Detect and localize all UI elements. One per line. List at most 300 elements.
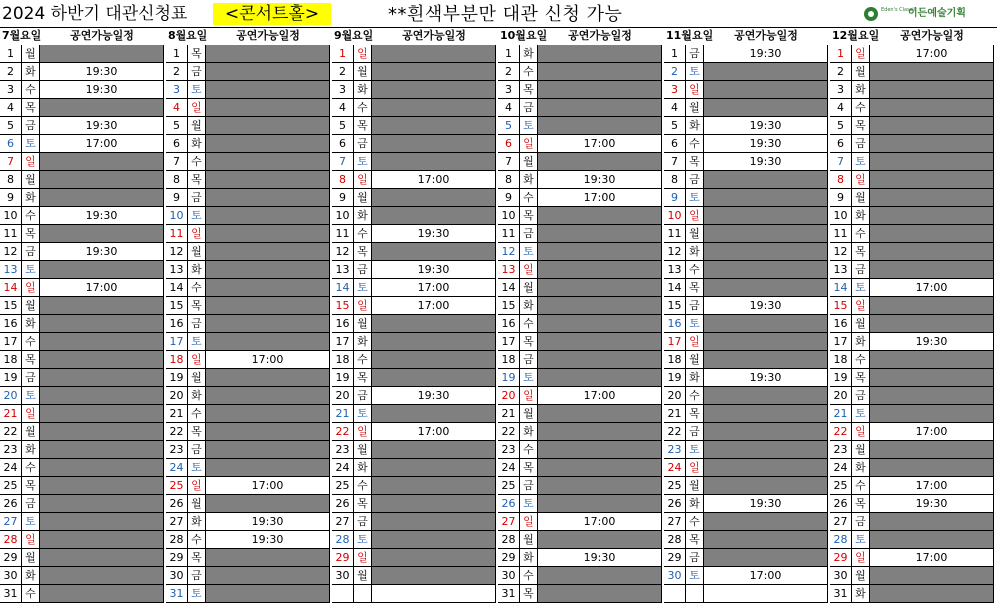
unavailable-slot	[538, 99, 662, 117]
available-slot[interactable]: 17:00	[206, 351, 330, 369]
weekday: 월	[188, 243, 206, 261]
available-slot[interactable]: 17:00	[538, 387, 662, 405]
day-number: 16	[166, 315, 188, 333]
weekday: 수	[520, 567, 538, 585]
day-number: 14	[664, 279, 686, 297]
day-number: 10	[166, 207, 188, 225]
weekday: 토	[852, 279, 870, 297]
unavailable-slot	[372, 153, 496, 171]
unavailable-slot	[372, 477, 496, 495]
unavailable-slot	[704, 207, 828, 225]
day-number: 15	[664, 297, 686, 315]
weekday: 수	[686, 261, 704, 279]
unavailable-slot	[206, 585, 330, 603]
weekday: 목	[188, 423, 206, 441]
day-number: 6	[0, 135, 22, 153]
weekday: 월	[852, 315, 870, 333]
unavailable-slot	[870, 117, 994, 135]
weekday: 화	[686, 117, 704, 135]
available-slot[interactable]: 19:30	[870, 495, 994, 513]
day-number: 14	[498, 279, 520, 297]
unavailable-slot	[704, 261, 828, 279]
unavailable-slot	[704, 351, 828, 369]
day-number: 16	[830, 315, 852, 333]
weekday: 금	[686, 45, 704, 63]
notice-text: **흰색부분만 대관 신청 가능	[388, 4, 623, 25]
available-slot[interactable]: 19:30	[372, 261, 496, 279]
unavailable-slot	[538, 459, 662, 477]
unavailable-slot	[704, 99, 828, 117]
unavailable-slot	[538, 153, 662, 171]
weekday: 목	[686, 153, 704, 171]
weekday: 수	[686, 135, 704, 153]
day-number: 17	[332, 333, 354, 351]
unavailable-slot	[40, 549, 164, 567]
weekday: 금	[852, 513, 870, 531]
day-number: 29	[830, 549, 852, 567]
weekday: 수	[354, 225, 372, 243]
day-number: 7	[332, 153, 354, 171]
weekday: 목	[188, 297, 206, 315]
weekday: 금	[354, 261, 372, 279]
weekday: 일	[22, 153, 40, 171]
weekday: 일	[354, 45, 372, 63]
unavailable-slot	[538, 297, 662, 315]
day-number: 9	[166, 189, 188, 207]
day-number: 30	[0, 567, 22, 585]
unavailable-slot	[40, 189, 164, 207]
unavailable-slot	[206, 171, 330, 189]
available-slot[interactable]: 17:00	[372, 279, 496, 297]
slot-header: 공연가능일정	[236, 29, 300, 42]
unavailable-slot	[704, 459, 828, 477]
available-slot[interactable]: 19:30	[40, 117, 164, 135]
unavailable-slot	[704, 333, 828, 351]
day-number: 13	[166, 261, 188, 279]
day-number: 25	[830, 477, 852, 495]
available-slot[interactable]: 19:30	[40, 63, 164, 81]
month-header: 10월	[500, 29, 526, 42]
unavailable-slot	[40, 45, 164, 63]
day-number: 18	[0, 351, 22, 369]
unavailable-slot	[206, 243, 330, 261]
weekday: 토	[686, 567, 704, 585]
day-number: 6	[830, 135, 852, 153]
day-number: 1	[332, 45, 354, 63]
day-number: 13	[498, 261, 520, 279]
day-number: 1	[166, 45, 188, 63]
available-slot[interactable]: 17:00	[870, 477, 994, 495]
weekday: 일	[686, 459, 704, 477]
available-slot[interactable]: 19:30	[40, 243, 164, 261]
weekday: 일	[852, 549, 870, 567]
available-slot[interactable]: 19:30	[704, 369, 828, 387]
day-number: 28	[830, 531, 852, 549]
day-number: 25	[166, 477, 188, 495]
available-slot[interactable]: 17:00	[870, 423, 994, 441]
weekday: 일	[188, 351, 206, 369]
day-number: 21	[0, 405, 22, 423]
available-slot[interactable]: 17:00	[206, 477, 330, 495]
unavailable-slot	[372, 189, 496, 207]
unavailable-slot	[372, 369, 496, 387]
weekday: 수	[22, 207, 40, 225]
weekday: 수	[188, 279, 206, 297]
day-number: 6	[498, 135, 520, 153]
weekday: 월	[188, 495, 206, 513]
day-number: 21	[498, 405, 520, 423]
day-number: 21	[166, 405, 188, 423]
weekday: 월	[520, 153, 538, 171]
day-number: 24	[166, 459, 188, 477]
day-number: 29	[332, 549, 354, 567]
unavailable-slot	[870, 63, 994, 81]
day-number: 1	[664, 45, 686, 63]
unavailable-slot	[40, 99, 164, 117]
unavailable-slot	[40, 459, 164, 477]
weekday: 수	[852, 99, 870, 117]
day-number: 27	[498, 513, 520, 531]
unavailable-slot	[538, 351, 662, 369]
weekday: 목	[520, 333, 538, 351]
available-slot[interactable]: 17:00	[870, 549, 994, 567]
unavailable-slot	[206, 225, 330, 243]
day-number: 11	[0, 225, 22, 243]
unavailable-slot	[538, 441, 662, 459]
day-number: 26	[830, 495, 852, 513]
weekday: 화	[520, 45, 538, 63]
available-slot[interactable]: 19:30	[704, 45, 828, 63]
day-number: 2	[830, 63, 852, 81]
weekday: 금	[852, 387, 870, 405]
weekday: 토	[22, 513, 40, 531]
available-slot[interactable]: 17:00	[870, 45, 994, 63]
day-number: 17	[664, 333, 686, 351]
unavailable-slot	[870, 315, 994, 333]
unavailable-slot	[40, 387, 164, 405]
available-slot[interactable]: 17:00	[372, 297, 496, 315]
day-number: 20	[664, 387, 686, 405]
day-number: 22	[830, 423, 852, 441]
available-slot[interactable]	[372, 585, 496, 603]
unavailable-slot	[206, 387, 330, 405]
unavailable-slot	[372, 207, 496, 225]
unavailable-slot	[704, 63, 828, 81]
available-slot[interactable]: 19:30	[704, 153, 828, 171]
weekday: 월	[520, 279, 538, 297]
day-number: 18	[498, 351, 520, 369]
weekday: 토	[686, 441, 704, 459]
day-number: 7	[166, 153, 188, 171]
day-number: 9	[498, 189, 520, 207]
weekday: 일	[686, 333, 704, 351]
day-number: 6	[664, 135, 686, 153]
weekday: 목	[22, 225, 40, 243]
unavailable-slot	[206, 189, 330, 207]
day-number: 6	[332, 135, 354, 153]
weekday: 수	[22, 333, 40, 351]
dow-header: 요일	[20, 29, 42, 42]
day-number: 23	[166, 441, 188, 459]
day-number: 11	[664, 225, 686, 243]
weekday: 월	[686, 99, 704, 117]
weekday	[354, 585, 372, 603]
weekday: 화	[852, 585, 870, 603]
weekday: 화	[354, 207, 372, 225]
available-slot[interactable]: 19:30	[538, 171, 662, 189]
weekday: 화	[188, 261, 206, 279]
available-slot[interactable]: 17:00	[40, 279, 164, 297]
weekday: 목	[188, 171, 206, 189]
unavailable-slot	[40, 441, 164, 459]
weekday: 토	[188, 333, 206, 351]
available-slot[interactable]: 17:00	[372, 171, 496, 189]
available-slot[interactable]: 17:00	[538, 513, 662, 531]
available-slot[interactable]: 19:30	[206, 513, 330, 531]
weekday: 화	[686, 369, 704, 387]
day-number: 17	[166, 333, 188, 351]
unavailable-slot	[538, 243, 662, 261]
unavailable-slot	[704, 81, 828, 99]
weekday: 금	[852, 261, 870, 279]
day-number: 30	[498, 567, 520, 585]
weekday: 화	[686, 495, 704, 513]
available-slot[interactable]: 17:00	[704, 567, 828, 585]
day-number: 2	[166, 63, 188, 81]
weekday: 목	[354, 369, 372, 387]
weekday: 금	[188, 441, 206, 459]
available-slot[interactable]: 17:00	[538, 189, 662, 207]
unavailable-slot	[206, 81, 330, 99]
unavailable-slot	[870, 243, 994, 261]
day-number: 10	[498, 207, 520, 225]
available-slot[interactable]: 19:30	[704, 297, 828, 315]
weekday: 목	[22, 99, 40, 117]
available-slot[interactable]: 19:30	[206, 531, 330, 549]
day-number: 30	[664, 567, 686, 585]
weekday: 수	[22, 459, 40, 477]
day-number: 12	[830, 243, 852, 261]
day-number: 11	[332, 225, 354, 243]
day-number: 10	[0, 207, 22, 225]
unavailable-slot	[40, 369, 164, 387]
day-number: 20	[498, 387, 520, 405]
weekday: 화	[520, 423, 538, 441]
weekday: 수	[22, 81, 40, 99]
weekday: 일	[22, 531, 40, 549]
unavailable-slot	[870, 153, 994, 171]
weekday: 수	[354, 477, 372, 495]
day-number: 15	[332, 297, 354, 315]
day-number: 15	[166, 297, 188, 315]
weekday: 토	[354, 153, 372, 171]
weekday: 일	[354, 549, 372, 567]
unavailable-slot	[206, 333, 330, 351]
weekday: 금	[354, 513, 372, 531]
day-number: 5	[498, 117, 520, 135]
weekday: 토	[188, 207, 206, 225]
day-number: 20	[166, 387, 188, 405]
day-number: 19	[332, 369, 354, 387]
unavailable-slot	[372, 117, 496, 135]
day-number: 25	[664, 477, 686, 495]
unavailable-slot	[870, 405, 994, 423]
available-slot[interactable]: 17:00	[372, 423, 496, 441]
day-number: 5	[332, 117, 354, 135]
unavailable-slot	[40, 315, 164, 333]
weekday: 일	[354, 423, 372, 441]
weekday: 일	[354, 171, 372, 189]
weekday: 화	[188, 513, 206, 531]
unavailable-slot	[704, 549, 828, 567]
weekday: 토	[354, 405, 372, 423]
unavailable-slot	[870, 387, 994, 405]
unavailable-slot	[870, 513, 994, 531]
day-number: 13	[664, 261, 686, 279]
weekday: 금	[520, 477, 538, 495]
weekday: 목	[520, 207, 538, 225]
available-slot[interactable]: 17:00	[870, 279, 994, 297]
weekday: 일	[852, 45, 870, 63]
weekday: 금	[686, 423, 704, 441]
day-number: 16	[332, 315, 354, 333]
day-number: 28	[166, 531, 188, 549]
unavailable-slot	[40, 261, 164, 279]
day-number: 22	[0, 423, 22, 441]
day-number: 23	[498, 441, 520, 459]
day-number: 26	[166, 495, 188, 513]
day-number: 14	[830, 279, 852, 297]
available-slot[interactable]: 17:00	[40, 135, 164, 153]
weekday: 금	[520, 99, 538, 117]
day-number: 3	[830, 81, 852, 99]
day-number: 12	[332, 243, 354, 261]
day-number: 9	[332, 189, 354, 207]
day-number: 26	[664, 495, 686, 513]
weekday: 수	[520, 315, 538, 333]
day-number: 18	[166, 351, 188, 369]
unavailable-slot	[206, 261, 330, 279]
weekday: 금	[22, 243, 40, 261]
unavailable-slot	[538, 333, 662, 351]
day-number: 15	[830, 297, 852, 315]
day-number: 21	[830, 405, 852, 423]
weekday: 수	[188, 405, 206, 423]
available-slot[interactable]: 19:30	[704, 135, 828, 153]
available-slot[interactable]: 19:30	[704, 495, 828, 513]
unavailable-slot	[372, 441, 496, 459]
day-number: 25	[498, 477, 520, 495]
weekday: 일	[852, 297, 870, 315]
day-number: 16	[498, 315, 520, 333]
unavailable-slot	[206, 405, 330, 423]
weekday: 화	[852, 81, 870, 99]
day-number: 4	[166, 99, 188, 117]
unavailable-slot	[704, 315, 828, 333]
day-number: 26	[332, 495, 354, 513]
available-slot[interactable]: 19:30	[870, 333, 994, 351]
weekday: 토	[686, 189, 704, 207]
available-slot[interactable]: 19:30	[372, 387, 496, 405]
weekday: 화	[188, 387, 206, 405]
weekday: 화	[852, 459, 870, 477]
weekday: 화	[520, 297, 538, 315]
day-number: 17	[830, 333, 852, 351]
unavailable-slot	[40, 531, 164, 549]
weekday: 월	[686, 351, 704, 369]
unavailable-slot	[870, 567, 994, 585]
weekday: 일	[686, 207, 704, 225]
weekday: 화	[520, 171, 538, 189]
available-slot[interactable]: 19:30	[538, 549, 662, 567]
unavailable-slot	[538, 531, 662, 549]
day-number: 26	[0, 495, 22, 513]
unavailable-slot	[538, 567, 662, 585]
day-number: 28	[498, 531, 520, 549]
unavailable-slot	[372, 531, 496, 549]
day-number: 21	[332, 405, 354, 423]
available-slot[interactable]: 19:30	[40, 207, 164, 225]
day-number: 10	[332, 207, 354, 225]
unavailable-slot	[870, 459, 994, 477]
day-number: 28	[0, 531, 22, 549]
weekday: 월	[22, 297, 40, 315]
day-number: 23	[664, 441, 686, 459]
unavailable-slot	[870, 585, 994, 603]
unavailable-slot	[40, 585, 164, 603]
weekday: 목	[520, 81, 538, 99]
unavailable-slot	[372, 135, 496, 153]
unavailable-slot	[372, 243, 496, 261]
unavailable-slot	[372, 315, 496, 333]
day-number: 27	[0, 513, 22, 531]
weekday: 일	[354, 297, 372, 315]
unavailable-slot	[206, 297, 330, 315]
weekday: 금	[354, 387, 372, 405]
day-number: 22	[664, 423, 686, 441]
available-slot[interactable]: 19:30	[40, 81, 164, 99]
day-number: 14	[0, 279, 22, 297]
unavailable-slot	[206, 117, 330, 135]
day-number: 20	[830, 387, 852, 405]
weekday: 일	[852, 423, 870, 441]
day-number: 7	[0, 153, 22, 171]
day-number: 4	[332, 99, 354, 117]
unavailable-slot	[206, 63, 330, 81]
weekday: 월	[22, 45, 40, 63]
available-slot[interactable]: 19:30	[372, 225, 496, 243]
page-title: 2024 하반기 대관신청표	[2, 4, 188, 24]
unavailable-slot	[870, 171, 994, 189]
unavailable-slot	[206, 549, 330, 567]
weekday: 금	[22, 495, 40, 513]
unavailable-slot	[372, 405, 496, 423]
day-number: 13	[830, 261, 852, 279]
day-number: 29	[0, 549, 22, 567]
available-slot[interactable]: 19:30	[704, 117, 828, 135]
available-slot[interactable]: 17:00	[538, 135, 662, 153]
available-slot[interactable]	[704, 585, 828, 603]
day-number: 27	[664, 513, 686, 531]
unavailable-slot	[538, 81, 662, 99]
unavailable-slot	[40, 495, 164, 513]
unavailable-slot	[538, 405, 662, 423]
day-number: 29	[498, 549, 520, 567]
weekday: 화	[354, 333, 372, 351]
unavailable-slot	[40, 477, 164, 495]
unavailable-slot	[870, 441, 994, 459]
weekday: 토	[852, 531, 870, 549]
